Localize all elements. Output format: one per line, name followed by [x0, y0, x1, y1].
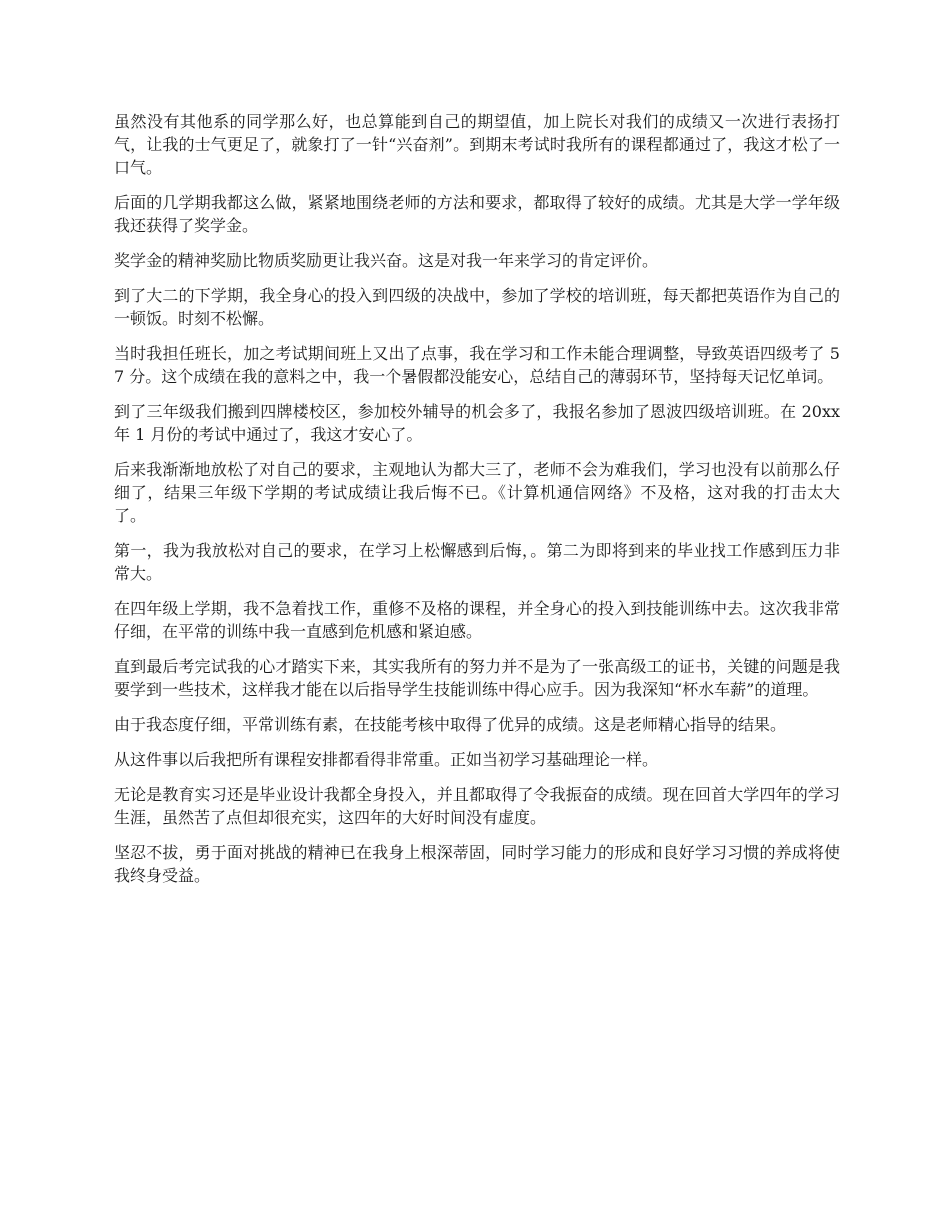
paragraph: 当时我担任班长，加之考试期间班上又出了点事，我在学习和工作未能合理调整，导致英语四级考了 57 分。这个成绩在我的意料之中，我一个暑假都没能安心，总结自己的薄弱环节，坚持每天记忆单词。: [114, 344, 840, 386]
paragraph: 坚忍不拔，勇于面对挑战的精神已在我身上根深蒂固，同时学习能力的形成和良好学习习惯的养成将使我终身受益。: [114, 843, 840, 885]
paragraph: 后来我渐渐地放松了对自己的要求，主观地认为都大三了，老师不会为难我们，学习也没有以前那么仔细了，结果三年级下学期的考试成绩让我后悔不已。《计算机通信网络》不及格，这对我的打击太大了。: [114, 460, 840, 525]
paragraph: 无论是教育实习还是毕业设计我都全身投入，并且都取得了令我振奋的成绩。现在回首大学四年的学习生涯，虽然苦了点但却很充实，这四年的大好时间没有虚度。: [114, 785, 840, 827]
paragraph: 到了三年级我们搬到四牌楼校区，参加校外辅导的机会多了，我报名参加了恩波四级培训班。在 20xx 年 1 月份的考试中通过了，我这才安心了。: [114, 402, 840, 444]
paragraph: 从这件事以后我把所有课程安排都看得非常重。正如当初学习基础理论一样。: [114, 750, 659, 769]
document-body: [114, 110, 840, 899]
paragraph: 在四年级上学期，我不急着找工作，重修不及格的课程，并全身心的投入到技能训练中去。这次我非常仔细，在平常的训练中我一直感到危机感和紧迫感。: [114, 599, 840, 641]
paragraph: 由于我态度仔细，平常训练有素，在技能考核中取得了优异的成绩。这是老师精心指导的结果。: [114, 715, 787, 734]
paragraph: 直到最后考完试我的心才踏实下来，其实我所有的努力并不是为了一张高级工的证书，关键的问题是我要学到一些技术，这样我才能在以后指导学生技能训练中得心应手。因为我深知“杯水车薪”的道理。: [114, 657, 840, 699]
paragraph: 第一，我为我放松对自己的要求，在学习上松懈感到后悔，。第二为即将到来的毕业找工作感到压力非常大。: [114, 541, 840, 583]
paragraph: 到了大二的下学期，我全身心的投入到四级的决战中，参加了学校的培训班，每天都把英语作为自己的一顿饭。时刻不松懈。: [114, 286, 840, 328]
paragraph: 后面的几学期我都这么做，紧紧地围绕老师的方法和要求，都取得了较好的成绩。尤其是大学一学年级我还获得了奖学金。: [114, 193, 840, 235]
paragraph: 奖学金的精神奖励比物质奖励更让我兴奋。这是对我一年来学习的肯定评价。: [114, 251, 659, 270]
paragraph: 虽然没有其他系的同学那么好，也总算能到自己的期望值，加上院长对我们的成绩又一次进行表扬打气，让我的士气更足了，就象打了一针“兴奋剂”。到期末考试时我所有的课程都通过了，我这才松了一口气。: [114, 112, 840, 177]
